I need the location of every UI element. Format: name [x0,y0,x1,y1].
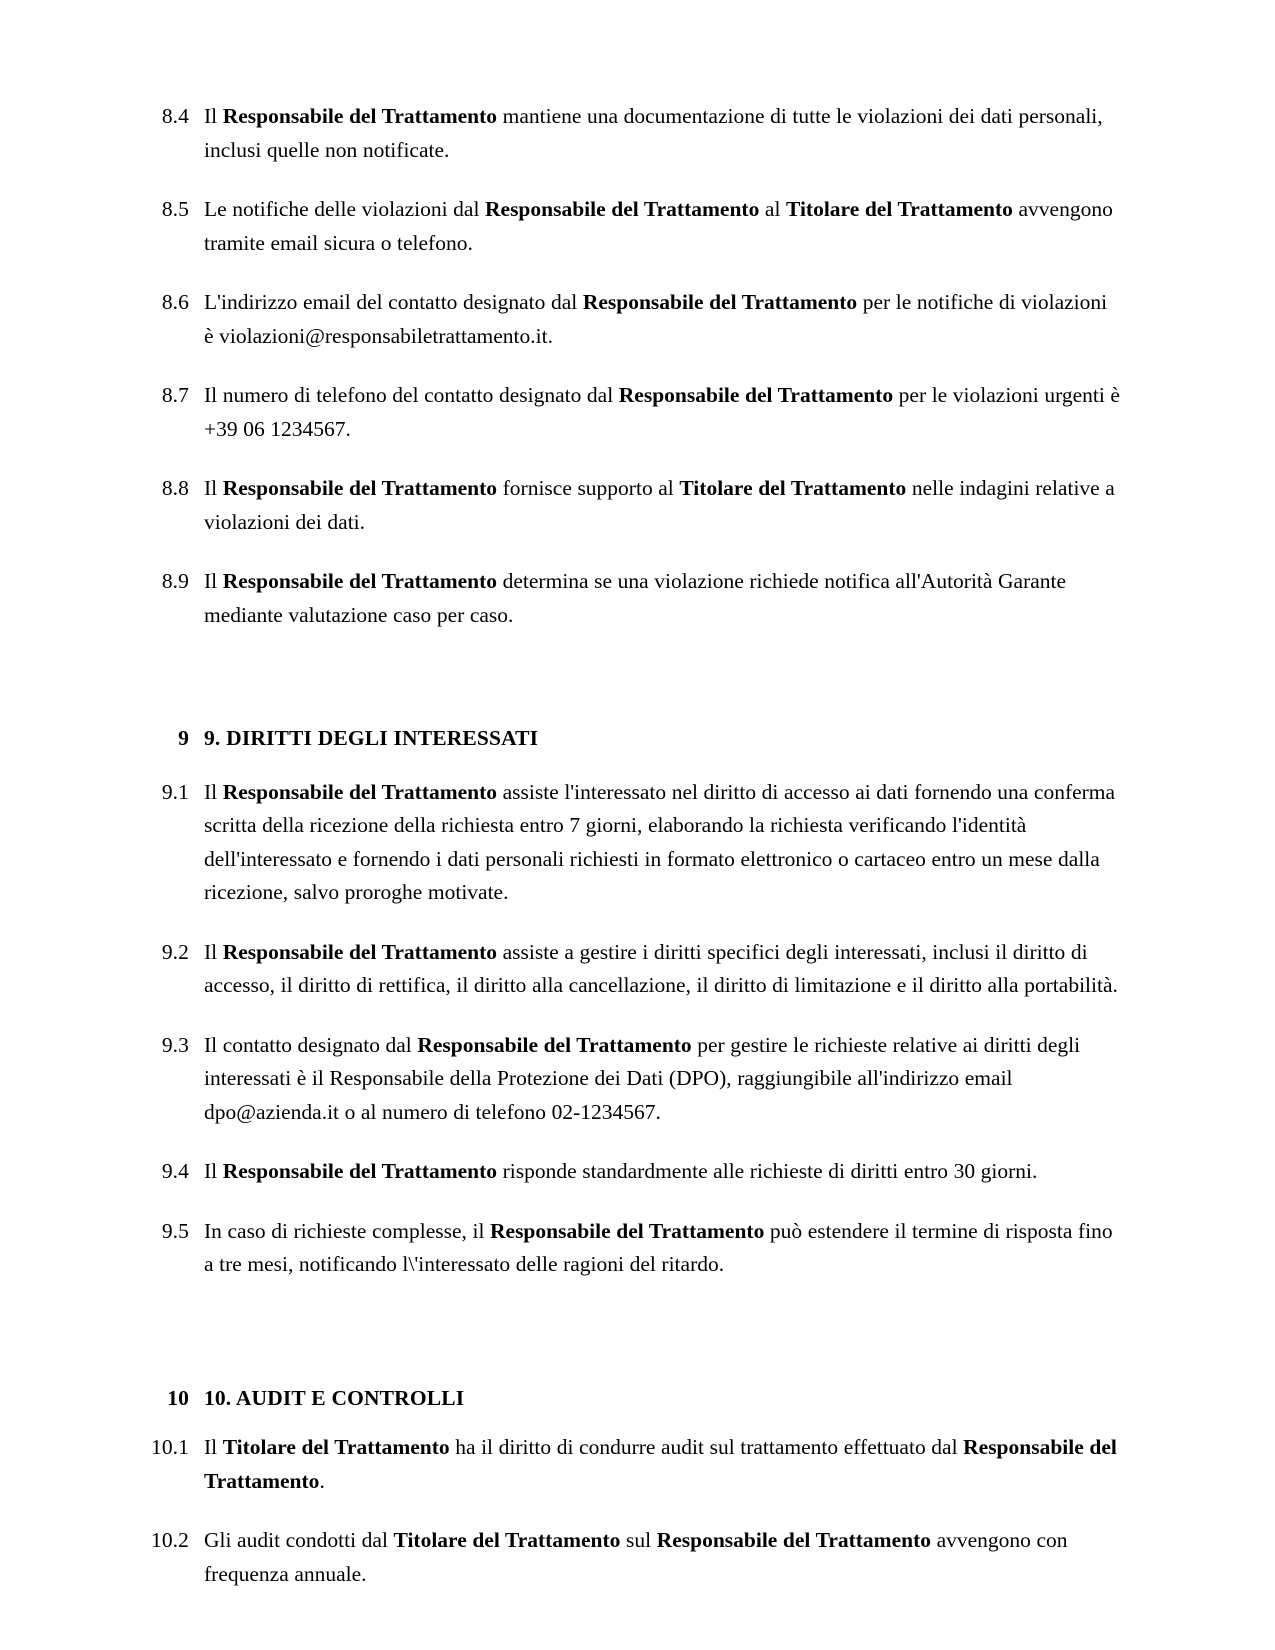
defined-term: Responsabile del Trattamento [656,1528,931,1552]
defined-term: Responsabile del Trattamento [222,104,498,128]
spacer-after-section-10 [133,1415,1120,1431]
defined-term: Responsabile del Trattamento [222,939,498,964]
clause-text-run: per le notifiche di violazioni è violazioni@responsabiletrattamento.it. [204,290,1108,348]
clause-number: 8.8 [161,476,189,500]
clause-text [189,776,1120,910]
section-heading-9 [133,722,1120,756]
clause-text-run: assiste l'interessato nel diritto di accesso ai dati fornendo una conferma scritta della ricezione della richiesta entro 7 giorni, elaborando la richiesta verificando l'identità dell'interessato e fornendo i dati personali richiesti in formato elettronico o cartaceo entro un mese dalla ricezione, salvo proroghe motivate. [204,779,1116,904]
section-title-9: 9. DIRITTI DEGLI INTERESSATI [204,726,539,750]
defined-term: Titolare del Trattamento [786,197,1013,221]
clause-number: 8.9 [161,569,189,593]
clause-text-run: al [759,197,786,221]
clause-text [189,565,1120,632]
clause-number: 9.4 [161,1159,189,1183]
defined-term: Responsabile del Trattamento [222,1159,498,1183]
defined-term: Titolare del Trattamento [393,1528,621,1552]
clause-text [189,379,1120,446]
clause-text-run: avvengono tramite email sicura o telefono. [204,197,1113,255]
section-number-9: 9 [178,726,189,750]
clause-row [133,776,1120,910]
defined-term: Titolare del Trattamento [679,476,907,500]
clause-text-run: per le violazioni urgenti è +39 06 1234567. [204,383,1120,441]
clause-number: 8.5 [161,197,189,221]
clause-number: 9.2 [161,939,189,964]
clause-number: 8.6 [161,290,189,314]
clause-text-run: Le notifiche delle violazioni dal [204,197,485,221]
clause-text-run: Il [204,939,223,964]
defined-term: Responsabile del Trattamento [582,290,858,314]
clause-text [189,1215,1120,1282]
clause-text-run: Il [204,779,223,804]
spacer-before-section-9 [133,658,1120,722]
clause-row [133,286,1120,353]
clause-text-run: assiste a gestire i diritti specifici degli interessati, inclusi il diritto di accesso, il diritto di rettifica, il diritto alla cancellazione, il diritto di limitazione e il diritto alla portabilità. [204,939,1118,997]
clause-text-run: . [319,1468,325,1493]
defined-term: Titolare del Trattamento [222,1435,450,1459]
defined-term: Responsabile del Trattamento [485,197,760,221]
spacer-before-section-10 [133,1308,1120,1382]
clause-text-run: Gli audit condotti dal [204,1528,394,1552]
clause-number: 9.1 [161,779,189,804]
clause-number: 9.5 [161,1218,189,1243]
clause-text-run: risponde standardmente alle richieste di diritti entro 30 giorni. [497,1159,1038,1183]
clause-text-run: nelle indagini relative a violazioni dei dati. [204,476,1115,534]
clause-text-run: Il [204,476,223,500]
clause-text-run: determina se una violazione richiede notifica all'Autorità Garante mediante valutazione caso per caso. [204,569,1067,627]
clause-group-section-8 [133,100,1120,632]
clause-text-run: per gestire le richieste relative ai diritti degli interessati è il Responsabile della Protezione dei Dati (DPO), raggiungibile all'indirizzo email dpo@azienda.it o al numero di telefono 02-1234567. [204,1032,1081,1124]
clause-text [189,1155,1120,1189]
clause-text-run: Il [204,1159,223,1183]
defined-term: Responsabile del Trattamento [222,476,498,500]
section-number-10: 10 [167,1385,189,1410]
clause-number: 10.2 [150,1528,189,1552]
clause-text [189,286,1120,353]
defined-term: Responsabile del Trattamento [222,569,498,593]
clause-row [133,472,1120,539]
defined-term: Responsabile del Trattamento [490,1218,765,1243]
defined-term: Responsabile del Trattamento [222,779,498,804]
clause-number: 10.1 [150,1435,189,1459]
clause-text-run: può estendere il termine di risposta fino a tre mesi, notificando l\'interessato delle ragioni del ritardo. [204,1218,1113,1276]
clause-text-run: mantiene una documentazione di tutte le violazioni dei dati personali, inclusi quelle non notificate. [204,104,1103,162]
section-title-10: 10. AUDIT E CONTROLLI [204,1385,465,1410]
clause-text-run: avvengono con frequenza annuale. [204,1528,1068,1586]
clause-text [189,1431,1120,1498]
clause-number: 8.4 [161,104,189,128]
document-body [133,100,1120,1591]
clause-text-run: L'indirizzo email del contatto designato dal [204,290,583,314]
clause-row [133,379,1120,446]
clause-number: 8.7 [161,383,189,407]
clause-text [189,100,1120,167]
clause-row [133,936,1120,1003]
clause-text-run: sul [620,1528,657,1552]
clause-text-run: ha il diritto di condurre audit sul trattamento effettuato dal [449,1435,964,1459]
clause-text-run: fornisce supporto al [497,476,680,500]
clause-group-section-10 [133,1431,1120,1591]
clause-text-run: Il [204,104,223,128]
clause-row [133,1524,1120,1591]
clause-group-section-9 [133,776,1120,1282]
clause-number: 9.3 [161,1032,189,1057]
clause-text [189,472,1120,539]
clause-row [133,565,1120,632]
clause-row [133,100,1120,167]
section-heading-10 [133,1382,1120,1416]
clause-text-run: In caso di richieste complesse, il [204,1218,490,1243]
clause-text-run: Il numero di telefono del contatto designato dal [204,383,619,407]
clause-row [133,1155,1120,1189]
clause-text-run: Il [204,569,223,593]
clause-row [133,1215,1120,1282]
clause-text-run: Il contatto designato dal [204,1032,418,1057]
clause-text [189,1029,1120,1130]
clause-text [189,193,1120,260]
defined-term: Responsabile del Trattamento [618,383,894,407]
defined-term: Responsabile del Trattamento [204,1435,1117,1493]
clause-text [189,936,1120,1003]
defined-term: Responsabile del Trattamento [417,1032,692,1057]
clause-text [189,1524,1120,1591]
clause-row [133,1431,1120,1498]
clause-row [133,1029,1120,1130]
clause-text-run: Il [204,1435,223,1459]
clause-row [133,193,1120,260]
spacer-after-section-9 [133,756,1120,776]
